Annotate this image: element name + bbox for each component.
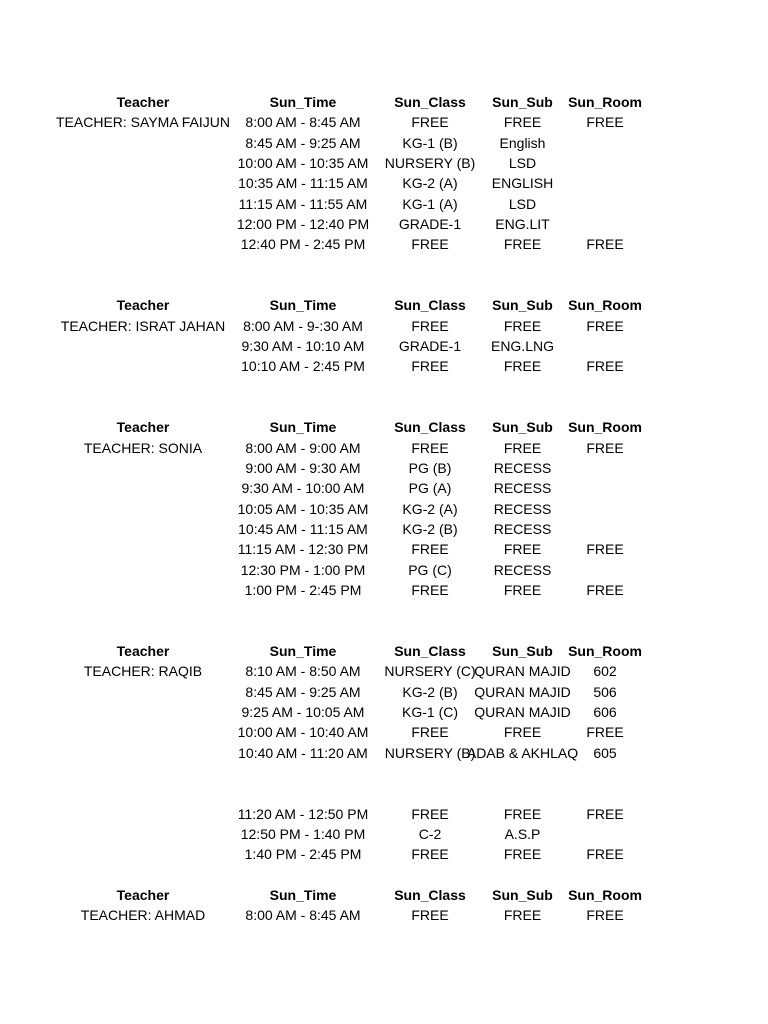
time-cell: 8:10 AM - 8:50 AM xyxy=(245,663,361,679)
teacher-name: TEACHER: SAYMA FAIJUN xyxy=(56,114,230,130)
time-cell: 8:00 AM - 8:45 AM xyxy=(245,114,361,130)
class-cell: KG-2 (A) xyxy=(402,501,458,517)
table-row xyxy=(0,438,768,458)
table-row xyxy=(0,499,768,519)
class-cell: KG-1 (A) xyxy=(402,196,458,212)
time-cell: 12:40 PM - 2:45 PM xyxy=(240,236,366,252)
table-row xyxy=(0,112,768,132)
header-sub: Sun_Sub xyxy=(492,297,553,313)
header-time: Sun_Time xyxy=(269,419,337,435)
table-row xyxy=(0,478,768,498)
room-cell xyxy=(570,519,640,539)
header-row xyxy=(0,641,768,661)
subject-cell: ADAB & AKHLAQ xyxy=(466,745,579,761)
table-row xyxy=(0,519,768,539)
room-cell: 602 xyxy=(593,663,617,679)
table-row xyxy=(0,743,768,763)
subject-cell: ENG.LNG xyxy=(490,338,554,354)
subject-cell: LSD xyxy=(508,155,537,171)
subject-cell: ENGLISH xyxy=(491,175,554,191)
class-cell: FREE xyxy=(411,582,449,598)
subject-cell: RECESS xyxy=(493,562,552,578)
room-cell: FREE xyxy=(586,724,624,740)
subject-cell: RECESS xyxy=(493,521,552,537)
room-cell xyxy=(570,214,640,234)
header-time: Sun_Time xyxy=(269,297,337,313)
header-teacher: Teacher xyxy=(116,643,170,659)
header-time: Sun_Time xyxy=(269,887,337,903)
header-sub: Sun_Sub xyxy=(492,94,553,110)
header-row xyxy=(0,885,768,905)
subject-cell: QURAN MAJID xyxy=(474,704,571,720)
room-cell: 606 xyxy=(593,704,617,720)
room-cell: 506 xyxy=(593,684,617,700)
time-cell: 10:10 AM - 2:45 PM xyxy=(241,358,365,374)
table-row xyxy=(0,905,768,925)
table-row xyxy=(0,824,768,844)
table-row xyxy=(0,194,768,214)
class-cell: KG-1 (B) xyxy=(402,135,458,151)
table-row xyxy=(0,173,768,193)
time-cell: 12:50 PM - 1:40 PM xyxy=(240,826,366,842)
room-cell xyxy=(570,173,640,193)
class-cell: KG-2 (B) xyxy=(402,684,458,700)
subject-cell: FREE xyxy=(503,358,542,374)
class-cell: FREE xyxy=(411,846,449,862)
room-cell: FREE xyxy=(586,114,624,130)
table-row xyxy=(0,316,768,336)
table-row xyxy=(0,661,768,681)
class-cell: GRADE-1 xyxy=(398,338,462,354)
subject-cell: QURAN MAJID xyxy=(474,684,571,700)
table-row xyxy=(0,804,768,824)
subject-cell: FREE xyxy=(503,440,542,456)
class-cell: FREE xyxy=(411,907,449,923)
header-class: Sun_Class xyxy=(394,419,466,435)
time-cell: 1:40 PM - 2:45 PM xyxy=(244,846,362,862)
time-cell: 9:30 AM - 10:10 AM xyxy=(241,338,365,354)
time-cell: 8:00 AM - 9:00 AM xyxy=(245,440,361,456)
room-cell xyxy=(570,478,640,498)
room-cell: FREE xyxy=(586,318,624,334)
subject-cell: A.S.P xyxy=(504,826,541,842)
class-cell: FREE xyxy=(411,358,449,374)
time-cell: 11:20 AM - 12:50 PM xyxy=(237,806,369,822)
class-cell: FREE xyxy=(411,806,449,822)
room-cell xyxy=(570,336,640,356)
header-class: Sun_Class xyxy=(394,297,466,313)
class-cell: FREE xyxy=(411,318,449,334)
time-cell: 10:00 AM - 10:35 AM xyxy=(237,155,369,171)
header-sub: Sun_Sub xyxy=(492,419,553,435)
time-cell: 10:45 AM - 11:15 AM xyxy=(238,521,368,537)
class-cell: FREE xyxy=(411,724,449,740)
table-row xyxy=(0,560,768,580)
subject-cell: FREE xyxy=(503,582,542,598)
table-row xyxy=(0,356,768,376)
class-cell: PG (A) xyxy=(408,480,452,496)
subject-cell: RECESS xyxy=(493,480,552,496)
time-cell: 10:05 AM - 10:35 AM xyxy=(237,501,369,517)
room-cell xyxy=(570,499,640,519)
room-cell xyxy=(570,194,640,214)
class-cell: FREE xyxy=(411,541,449,557)
time-cell: 8:00 AM - 9-:30 AM xyxy=(243,318,363,334)
subject-cell: RECESS xyxy=(493,460,552,476)
table-row xyxy=(0,682,768,702)
teacher-name: TEACHER: RAQIB xyxy=(83,663,203,679)
class-cell: FREE xyxy=(411,440,449,456)
time-cell: 10:35 AM - 11:15 AM xyxy=(238,175,368,191)
time-cell: 9:30 AM - 10:00 AM xyxy=(241,480,365,496)
header-row xyxy=(0,417,768,437)
subject-cell: RECESS xyxy=(493,501,552,517)
room-cell xyxy=(570,560,640,580)
room-cell: FREE xyxy=(586,358,624,374)
table-row xyxy=(0,153,768,173)
header-class: Sun_Class xyxy=(394,643,466,659)
room-cell: FREE xyxy=(586,541,624,557)
subject-cell: FREE xyxy=(503,318,542,334)
subject-cell: FREE xyxy=(503,724,542,740)
subject-cell: FREE xyxy=(503,541,542,557)
room-cell xyxy=(570,133,640,153)
table-row xyxy=(0,539,768,559)
subject-cell: FREE xyxy=(503,846,542,862)
time-cell: 12:30 PM - 1:00 PM xyxy=(240,562,366,578)
header-class: Sun_Class xyxy=(394,887,466,903)
table-row xyxy=(0,458,768,478)
teacher-name: TEACHER: AHMAD xyxy=(80,907,206,923)
class-cell: NURSERY (B) xyxy=(384,155,476,171)
header-teacher: Teacher xyxy=(116,419,170,435)
time-cell: 11:15 AM - 11:55 AM xyxy=(238,196,368,212)
table-row xyxy=(0,214,768,234)
time-cell: 8:00 AM - 8:45 AM xyxy=(245,907,361,923)
time-cell: 9:25 AM - 10:05 AM xyxy=(241,704,365,720)
subject-cell: FREE xyxy=(503,236,542,252)
header-sub: Sun_Sub xyxy=(492,887,553,903)
subject-cell: FREE xyxy=(503,114,542,130)
time-cell: 10:00 AM - 10:40 AM xyxy=(237,724,369,740)
time-cell: 8:45 AM - 9:25 AM xyxy=(245,135,361,151)
header-teacher: Teacher xyxy=(116,297,170,313)
subject-cell: QURAN MAJID xyxy=(474,663,571,679)
subject-cell: FREE xyxy=(503,907,542,923)
time-cell: 9:00 AM - 9:30 AM xyxy=(245,460,361,476)
class-cell: FREE xyxy=(411,114,449,130)
header-time: Sun_Time xyxy=(269,643,337,659)
class-cell: NURSERY (B) xyxy=(384,745,476,761)
class-cell: KG-2 (A) xyxy=(402,175,458,191)
header-row xyxy=(0,295,768,315)
time-cell: 11:15 AM - 12:30 PM xyxy=(237,541,369,557)
header-time: Sun_Time xyxy=(269,94,337,110)
header-room: Sun_Room xyxy=(568,94,642,110)
teacher-name: TEACHER: ISRAT JAHAN xyxy=(60,318,226,334)
header-room: Sun_Room xyxy=(568,887,642,903)
table-row xyxy=(0,722,768,742)
table-row xyxy=(0,580,768,600)
room-cell: FREE xyxy=(586,440,624,456)
subject-cell: ENG.LIT xyxy=(495,216,550,232)
table-row xyxy=(0,844,768,864)
header-room: Sun_Room xyxy=(568,643,642,659)
table-row xyxy=(0,336,768,356)
room-cell xyxy=(570,824,640,844)
class-cell: KG-2 (B) xyxy=(402,521,458,537)
room-cell: 605 xyxy=(593,745,617,761)
room-cell xyxy=(570,153,640,173)
header-class: Sun_Class xyxy=(394,94,466,110)
subject-cell: FREE xyxy=(503,806,542,822)
room-cell xyxy=(570,458,640,478)
table-row xyxy=(0,234,768,254)
class-cell: PG (C) xyxy=(408,562,452,578)
header-row xyxy=(0,92,768,112)
header-teacher: Teacher xyxy=(116,94,170,110)
time-cell: 1:00 PM - 2:45 PM xyxy=(244,582,362,598)
class-cell: GRADE-1 xyxy=(398,216,462,232)
header-sub: Sun_Sub xyxy=(492,643,553,659)
class-cell: FREE xyxy=(411,236,449,252)
room-cell: FREE xyxy=(586,582,624,598)
header-room: Sun_Room xyxy=(568,297,642,313)
room-cell: FREE xyxy=(586,236,624,252)
room-cell: FREE xyxy=(586,846,624,862)
subject-cell: English xyxy=(499,135,546,151)
subject-cell: LSD xyxy=(508,196,537,212)
class-cell: PG (B) xyxy=(408,460,452,476)
class-cell: KG-1 (C) xyxy=(402,704,458,720)
header-teacher: Teacher xyxy=(116,887,170,903)
room-cell: FREE xyxy=(586,806,624,822)
table-row xyxy=(0,702,768,722)
class-cell: C-2 xyxy=(418,826,442,842)
teacher-name: TEACHER: SONIA xyxy=(83,440,203,456)
room-cell: FREE xyxy=(586,907,624,923)
table-row xyxy=(0,133,768,153)
time-cell: 12:00 PM - 12:40 PM xyxy=(236,216,370,232)
time-cell: 8:45 AM - 9:25 AM xyxy=(245,684,361,700)
time-cell: 10:40 AM - 11:20 AM xyxy=(238,745,368,761)
header-room: Sun_Room xyxy=(568,419,642,435)
class-cell: NURSERY (C) xyxy=(384,663,476,679)
